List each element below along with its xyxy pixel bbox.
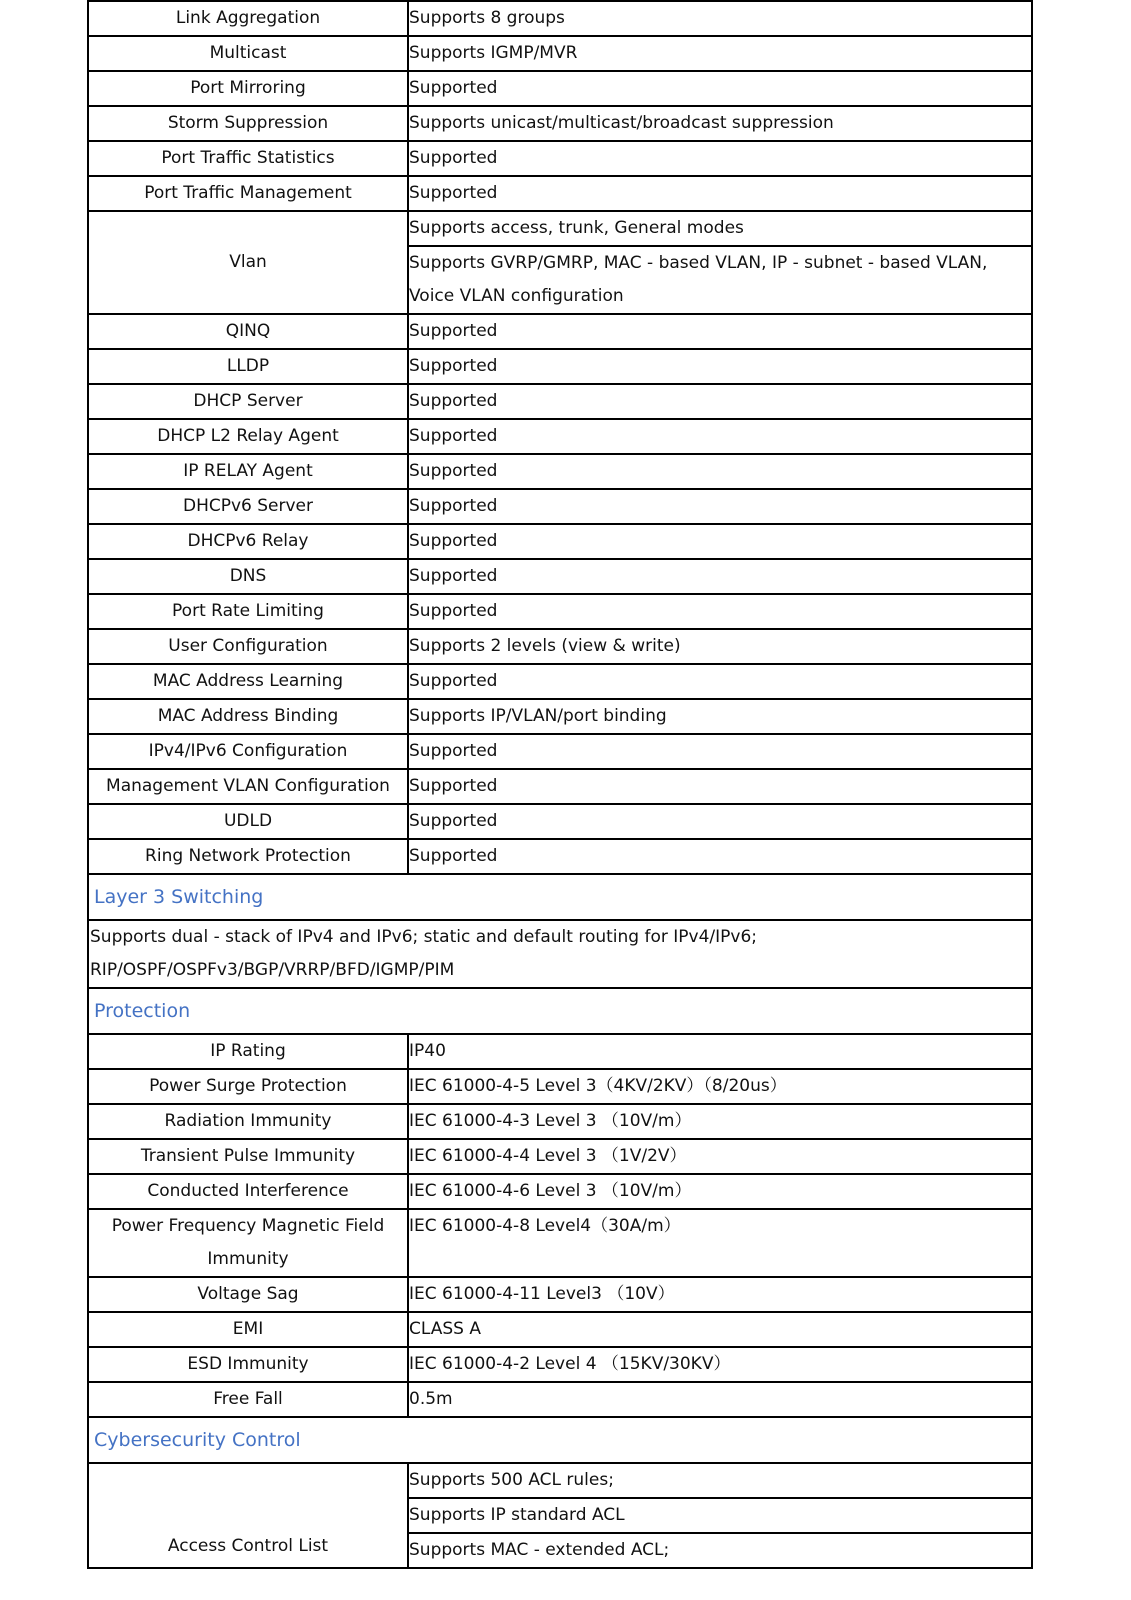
table-row xyxy=(88,699,1032,734)
spec-label: User Configuration xyxy=(88,629,408,664)
spec-value: Supported xyxy=(408,71,1032,106)
spec-value: 0.5m xyxy=(408,1382,1032,1417)
table-row xyxy=(88,594,1032,629)
spec-value: IEC 61000-4-4 Level 3 （1V/2V） xyxy=(408,1139,1032,1174)
spec-label: Conducted Interference xyxy=(88,1174,408,1209)
spec-value: Supported xyxy=(408,384,1032,419)
spec-value: CLASS A xyxy=(408,1312,1032,1347)
table-row xyxy=(88,664,1032,699)
table-row xyxy=(88,804,1032,839)
spec-label: IP RELAY Agent xyxy=(88,454,408,489)
vlan-value: Supports access, trunk, General modes xyxy=(408,211,1032,246)
spec-label: Multicast xyxy=(88,36,408,71)
section-title: Layer 3 Switching xyxy=(94,885,264,908)
table-row xyxy=(88,1382,1032,1417)
spec-label: MAC Address Learning xyxy=(88,664,408,699)
spec-value: Supported xyxy=(408,664,1032,699)
spec-value: IEC 61000-4-8 Level4（30A/m） xyxy=(408,1209,1032,1277)
table-row xyxy=(88,559,1032,594)
spec-value: IEC 61000-4-2 Level 4 （15KV/30KV） xyxy=(408,1347,1032,1382)
spec-value: IP40 xyxy=(408,1034,1032,1069)
spec-label: Voltage Sag xyxy=(88,1277,408,1312)
spec-label-line: Power Frequency Magnetic Field xyxy=(111,1216,385,1236)
spec-value: IEC 61000-4-11 Level3 （10V） xyxy=(408,1277,1032,1312)
table-row-vlan xyxy=(88,211,1032,246)
spec-label: Management VLAN Configuration xyxy=(88,769,408,804)
layer3-line: RIP/OSPF/OSPFv3/BGP/VRRP/BFD/IGMP/PIM xyxy=(90,960,455,980)
spec-label: DHCP Server xyxy=(88,384,408,419)
table-row xyxy=(88,839,1032,874)
spec-value: Supported xyxy=(408,559,1032,594)
acl-value: Supports 500 ACL rules; xyxy=(408,1463,1032,1498)
spec-value: Supported xyxy=(408,594,1032,629)
table-row xyxy=(88,454,1032,489)
table-row-magnetic xyxy=(88,1209,1032,1277)
spec-label: DHCPv6 Relay xyxy=(88,524,408,559)
spec-value: IEC 61000-4-6 Level 3 （10V/m） xyxy=(408,1174,1032,1209)
spec-value: Supported xyxy=(408,839,1032,874)
spec-label: Ring Network Protection xyxy=(88,839,408,874)
spec-value: Supported xyxy=(408,176,1032,211)
table-row xyxy=(88,176,1032,211)
spec-value: IEC 61000-4-5 Level 3（4KV/2KV）（8/20us） xyxy=(408,1069,1032,1104)
table-row xyxy=(88,36,1032,71)
spec-label: Port Mirroring xyxy=(88,71,408,106)
spec-label: Power Surge Protection xyxy=(88,1069,408,1104)
spec-label-line: Immunity xyxy=(207,1249,289,1269)
spec-label: Port Rate Limiting xyxy=(88,594,408,629)
table-row xyxy=(88,1139,1032,1174)
spec-label: IPv4/IPv6 Configuration xyxy=(88,734,408,769)
spec-value: Supported xyxy=(408,524,1032,559)
table-row xyxy=(88,106,1032,141)
acl-value: Supports MAC - extended ACL; xyxy=(408,1533,1032,1568)
section-header-layer3 xyxy=(88,874,1032,920)
spec-value: Supported xyxy=(408,314,1032,349)
spec-label: Storm Suppression xyxy=(88,106,408,141)
layer3-line: Supports dual - stack of IPv4 and IPv6; static and default routing for IPv4/IPv6; xyxy=(90,927,757,947)
table-row xyxy=(88,1104,1032,1139)
section-title: Protection xyxy=(94,999,191,1022)
table-row xyxy=(88,141,1032,176)
spec-label: EMI xyxy=(88,1312,408,1347)
spec-value: Supported xyxy=(408,804,1032,839)
spec-label: QINQ xyxy=(88,314,408,349)
layer3-description xyxy=(88,920,1032,988)
spec-label: IP Rating xyxy=(88,1034,408,1069)
spec-label: Transient Pulse Immunity xyxy=(88,1139,408,1174)
table-row xyxy=(88,1069,1032,1104)
spec-label xyxy=(88,1209,408,1277)
section-header-cybersecurity xyxy=(88,1417,1032,1463)
spec-label: DHCP L2 Relay Agent xyxy=(88,419,408,454)
spec-value: Supported xyxy=(408,141,1032,176)
spec-value: Supports IP/VLAN/port binding xyxy=(408,699,1032,734)
table-row xyxy=(88,769,1032,804)
spec-label: ESD Immunity xyxy=(88,1347,408,1382)
spec-value: Supported xyxy=(408,419,1032,454)
acl-value: Supports IP standard ACL xyxy=(408,1498,1032,1533)
spec-value: Supports 8 groups xyxy=(408,1,1032,36)
table-row xyxy=(88,629,1032,664)
table-row-acl xyxy=(88,1463,1032,1498)
table-row xyxy=(88,384,1032,419)
spec-value: Supported xyxy=(408,454,1032,489)
spec-label: Link Aggregation xyxy=(88,1,408,36)
spec-label: Free Fall xyxy=(88,1382,408,1417)
spec-value: Supported xyxy=(408,734,1032,769)
spec-label: Radiation Immunity xyxy=(88,1104,408,1139)
acl-label: Access Control List xyxy=(88,1463,408,1568)
layer3-description-row xyxy=(88,920,1032,988)
spec-table xyxy=(87,0,1033,1569)
table-row xyxy=(88,489,1032,524)
table-row xyxy=(88,1174,1032,1209)
spec-value: Supported xyxy=(408,489,1032,524)
table-row xyxy=(88,419,1032,454)
vlan-value: Supports GVRP/GMRP, MAC - based VLAN, IP - subnet - based VLAN, Voice VLAN configuration xyxy=(408,246,1032,314)
table-row xyxy=(88,1277,1032,1312)
spec-label: MAC Address Binding xyxy=(88,699,408,734)
spec-sheet xyxy=(87,0,1033,1569)
spec-label: DNS xyxy=(88,559,408,594)
table-row xyxy=(88,1347,1032,1382)
table-row xyxy=(88,524,1032,559)
section-header-protection xyxy=(88,988,1032,1034)
table-row xyxy=(88,1,1032,36)
spec-value: Supported xyxy=(408,769,1032,804)
spec-value: IEC 61000-4-3 Level 3 （10V/m） xyxy=(408,1104,1032,1139)
table-row xyxy=(88,734,1032,769)
table-row xyxy=(88,314,1032,349)
spec-value: Supports IGMP/MVR xyxy=(408,36,1032,71)
table-row xyxy=(88,71,1032,106)
spec-label: DHCPv6 Server xyxy=(88,489,408,524)
vlan-label: Vlan xyxy=(88,211,408,314)
spec-label: Port Traffic Management xyxy=(88,176,408,211)
spec-label: Port Traffic Statistics xyxy=(88,141,408,176)
spec-value: Supported xyxy=(408,349,1032,384)
table-row xyxy=(88,1312,1032,1347)
section-title: Cybersecurity Control xyxy=(94,1428,301,1451)
table-row xyxy=(88,1034,1032,1069)
spec-value: Supports 2 levels (view & write) xyxy=(408,629,1032,664)
table-row xyxy=(88,349,1032,384)
spec-label: LLDP xyxy=(88,349,408,384)
spec-label: UDLD xyxy=(88,804,408,839)
spec-value: Supports unicast/multicast/broadcast suppression xyxy=(408,106,1032,141)
